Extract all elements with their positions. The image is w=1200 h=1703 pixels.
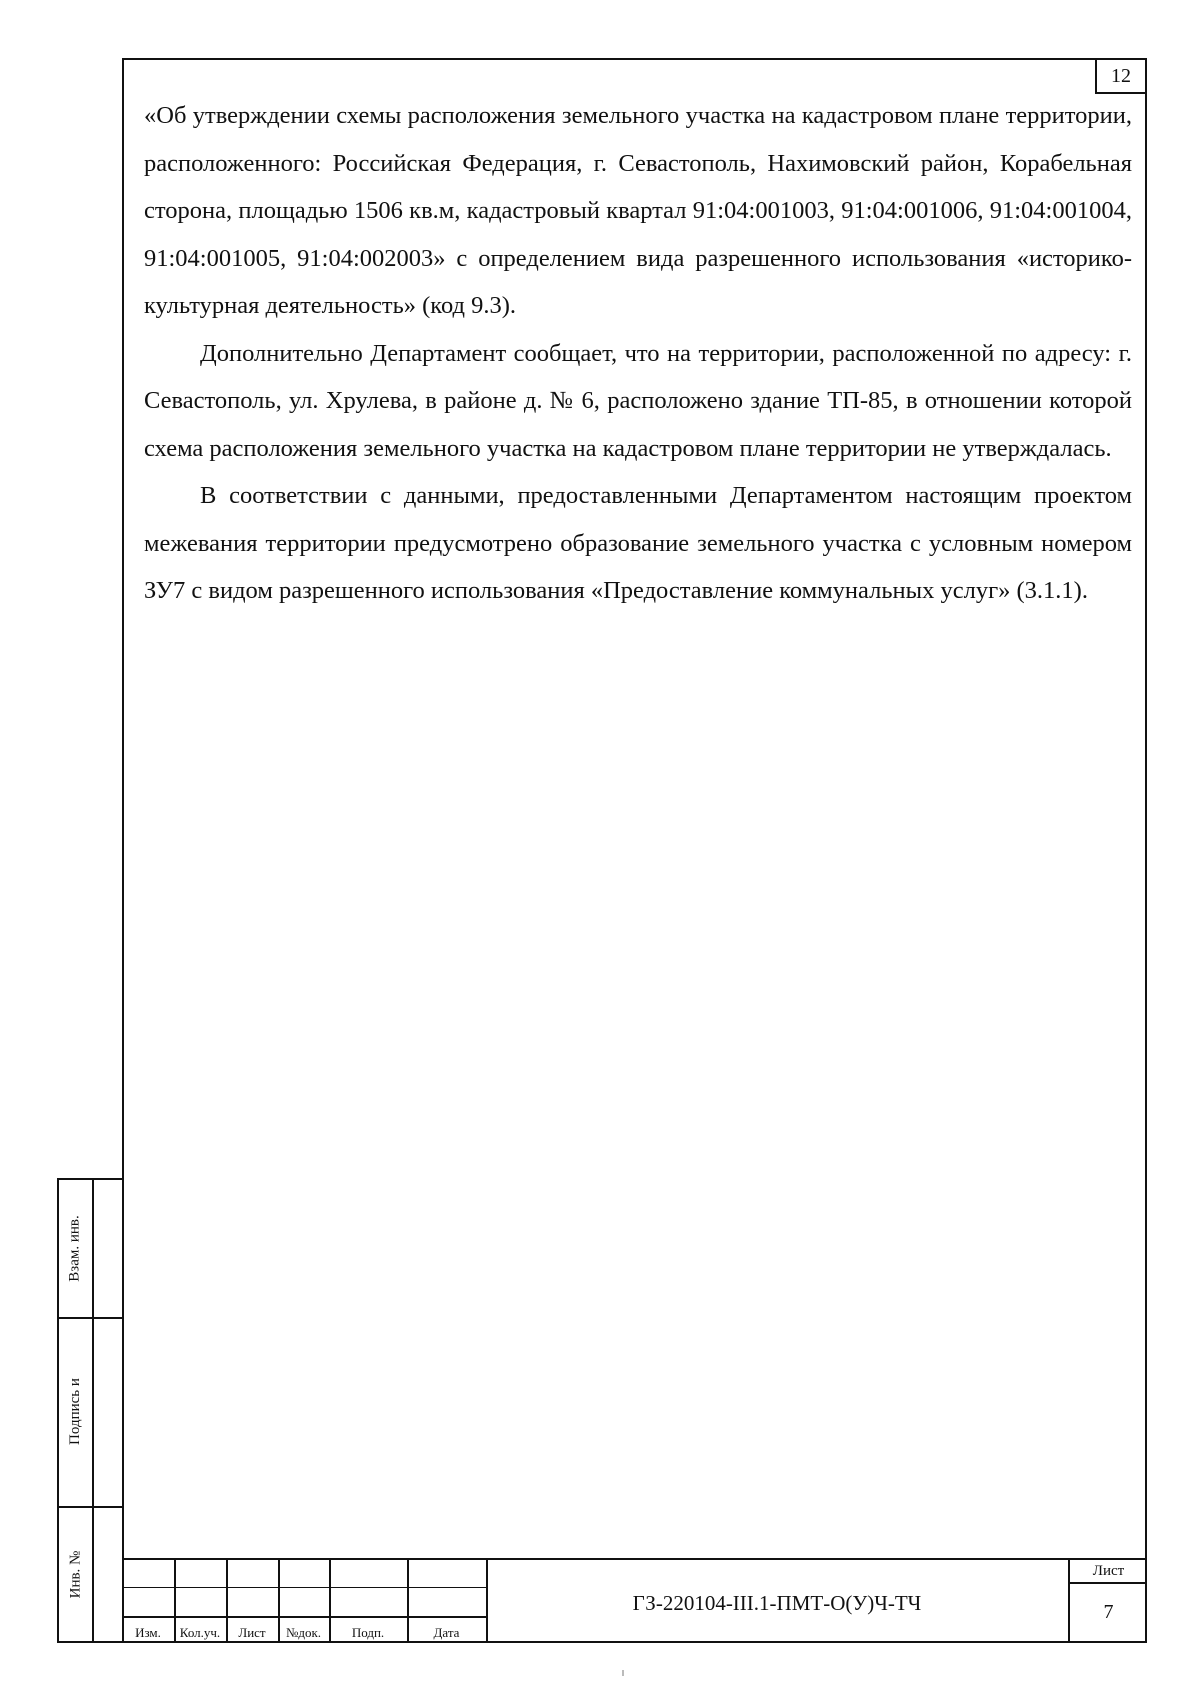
page-frame bbox=[122, 58, 1147, 1643]
paragraph-1: «Об утверждении схемы расположения земельного участка на кадастровом плане территории, расположенного: Российская Федерация, г. Севастополь, Нахимовский район, Корабельная сторона, площадью 1506 кв.м, кадастровый квартал 91:04:001003, 91:04:001006, 91:04:001004, 91:04:001005, 91:04:002003» с определением вида разрешенного использования «историко-культурная деятельность» (код 9.3). bbox=[144, 102, 1132, 319]
side-label-podpis: Подпись и bbox=[67, 1378, 83, 1445]
sheet-label: Лист bbox=[1070, 1560, 1147, 1584]
revision-table bbox=[122, 1560, 486, 1643]
side-label-vzam-inv: Взам. инв. bbox=[67, 1215, 83, 1282]
document-code-text: ГЗ-220104-III.1-ПМТ-О(У)Ч-ТЧ bbox=[632, 1591, 922, 1615]
header-podp: Подп. bbox=[351, 1625, 385, 1640]
page-number: 12 bbox=[1095, 58, 1147, 94]
scan-mark bbox=[622, 1670, 624, 1676]
header-kol-uch: Кол.уч. bbox=[179, 1625, 221, 1640]
header-data: Дата bbox=[433, 1625, 460, 1640]
sheet-number: 7 bbox=[1103, 1601, 1114, 1623]
paragraph-2: Дополнительно Департамент сообщает, что на территории, расположенной по адресу: г. Севастополь, ул. Хрулева, в районе д. № 6, расположено здание ТП-85, в отношении которой схема расположения земельного участка на кадастровом плане территории не утверждалась. bbox=[144, 339, 1132, 462]
document-code bbox=[486, 1560, 1066, 1643]
sheet-cell bbox=[1068, 1560, 1147, 1643]
header-list: Лист bbox=[238, 1625, 266, 1640]
header-ndok: №док. bbox=[285, 1625, 322, 1640]
title-block bbox=[122, 1558, 1147, 1643]
side-label-inv-no: Инв. № bbox=[67, 1550, 84, 1599]
paragraph-3: В соответствии с данными, предоставленными Департаментом настоящим проектом межевания территории предусмотрено образование земельного участка с условным номером ЗУ7 с видом разрешенного использования «Предоставление коммунальных услуг» (3.1.1). bbox=[144, 482, 1132, 604]
header-izm: Изм. bbox=[135, 1625, 161, 1640]
side-stamp bbox=[57, 1178, 124, 1643]
document-body bbox=[144, 92, 1132, 615]
